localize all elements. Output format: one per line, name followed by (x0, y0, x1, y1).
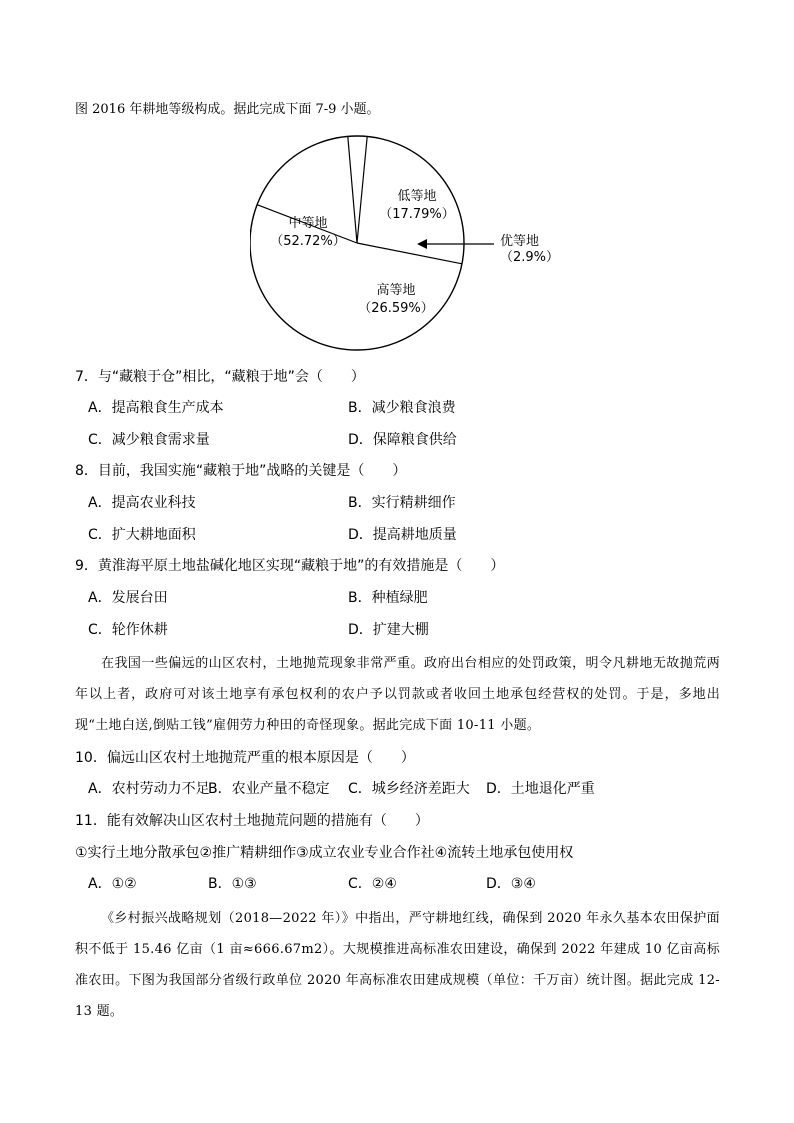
question-10-option-d[interactable]: D．土地退化严重 (486, 781, 595, 797)
question-11-stem: 11．能有效解决山区农村土地抛荒问题的措施有（ ） (75, 813, 429, 829)
question-7-option-b[interactable]: B．减少粮食浪费 (348, 400, 456, 416)
question-11-option-c[interactable]: C．②④ (348, 876, 397, 892)
passage-rural-revitalization: 《乡村振兴战略规划（2018—2022 年）》中指出，严守耕地红线，确保到 2020 年永久基本农田保护面积不低于 15.46 亿亩（1 亩≈666.67m2）。大规模推进高标准农田建设，确保到 2022 年建成 10 亿亩高标准农田。下图为我国部分省级行政单位 2020 年高标准农田建成规模（单位：千万亩）统计图。据此完成 12-13 题。 (75, 911, 720, 1019)
question-9-option-a[interactable]: A．发展台田 (88, 590, 168, 606)
question-8-option-a[interactable]: A．提高农业科技 (88, 495, 196, 511)
question-7-option-d[interactable]: D．保障粮食供给 (348, 432, 457, 448)
passage-land-abandonment: 在我国一些偏远的山区农村，土地抛荒现象非常严重。政府出台相应的处罚政策，明令凡耕地无故抛荒两年以上者，政府可对该土地享有承包权利的农户予以罚款或者收回土地承包经营权的处罚。于是，多地出现“土地白送,倒贴工钱”雇佣劳力种田的奇怪现象。据此完成下面 10-11 小题。 (75, 656, 720, 733)
question-8-option-b[interactable]: B．实行精耕细作 (348, 495, 456, 511)
question-11-option-a[interactable]: A．①② (88, 876, 137, 892)
question-10-option-c[interactable]: C．城乡经济差距大 (348, 781, 470, 797)
question-9-option-c[interactable]: C．轮作休耕 (88, 622, 168, 638)
slice-value-medium: （52.72%） (270, 234, 346, 249)
question-9-stem: 9．黄淮海平原土地盐碱化地区实现“藏粮于地”的有效措施是（ ） (75, 558, 505, 574)
question-11-option-d[interactable]: D．③④ (486, 876, 536, 892)
slice-label-low: 低等地 (397, 189, 437, 204)
question-11-items: ①实行土地分散承包②推广精耕细作③成立农业专业合作社④流转土地承包使用权 (75, 845, 574, 861)
question-11-option-b[interactable]: B．①③ (208, 876, 257, 892)
slice-label-medium: 中等地 (288, 216, 328, 231)
slice-value-high: （26.59%） (358, 301, 434, 316)
question-9-option-b[interactable]: B．种植绿肥 (348, 590, 428, 606)
question-7-option-c[interactable]: C．减少粮食需求量 (88, 432, 210, 448)
question-9-option-d[interactable]: D．扩建大棚 (348, 622, 429, 638)
question-10-stem: 10．偏远山区农村土地抛荒严重的根本原因是（ ） (75, 750, 415, 766)
slice-label-excellent: 优等地 (500, 234, 540, 249)
slice-value-excellent: （2.9%） (500, 250, 560, 265)
question-10-option-a[interactable]: A．农村劳动力不足 (88, 781, 210, 797)
slice-label-high: 高等地 (376, 283, 416, 298)
question-7-stem: 7．与“藏粮于仓”相比，“藏粮于地”会（ ） (75, 369, 365, 385)
slice-value-low: （17.79%） (379, 207, 455, 222)
intro-text: 图 2016 年耕地等级构成。据此完成下面 7-9 小题。 (75, 102, 380, 117)
question-8-stem: 8．目前，我国实施“藏粮于地”战略的关键是（ ） (75, 463, 407, 479)
question-8-option-d[interactable]: D．提高耕地质量 (348, 527, 457, 543)
question-8-option-c[interactable]: C．扩大耕地面积 (88, 527, 196, 543)
question-7-option-a[interactable]: A．提高粮食生产成本 (88, 400, 224, 416)
question-10-option-b[interactable]: B．农业产量不稳定 (208, 781, 330, 797)
